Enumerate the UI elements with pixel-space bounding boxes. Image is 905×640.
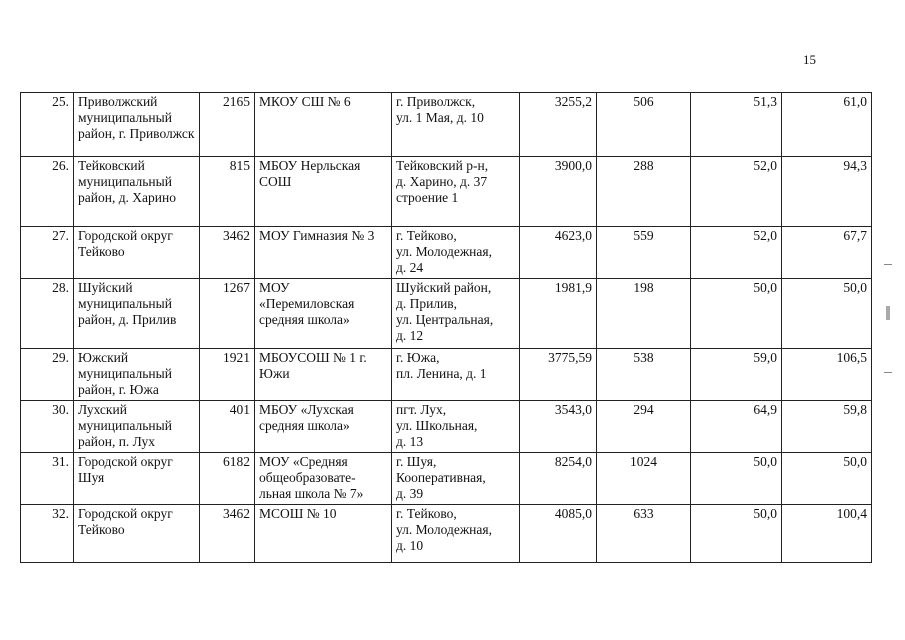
table-row — [21, 453, 872, 505]
cell-area: Городской округ Шуя — [74, 453, 200, 505]
cell-value-1: 4623,0 — [520, 227, 597, 279]
cell-code: 2165 — [200, 93, 255, 157]
cell-value-2: 633 — [597, 505, 691, 563]
cell-value-3: 50,0 — [691, 453, 782, 505]
cell-address: пгт. Лух, ул. Школьная, д. 13 — [392, 401, 520, 453]
cell-value-4: 67,7 — [782, 227, 872, 279]
cell-school: МБОУ «Лухская средняя школа» — [255, 401, 392, 453]
cell-code: 6182 — [200, 453, 255, 505]
cell-value-3: 52,0 — [691, 227, 782, 279]
cell-school: МОУ «Средняя общеобразовате-льная школа № 7» — [255, 453, 392, 505]
cell-school: МКОУ СШ № 6 — [255, 93, 392, 157]
cell-number: 30. — [21, 401, 74, 453]
cell-code: 401 — [200, 401, 255, 453]
cell-area: Тейковский муниципальный район, д. Харино — [74, 157, 200, 227]
cell-number: 29. — [21, 349, 74, 401]
cell-school: МОУ Гимназия № 3 — [255, 227, 392, 279]
cell-address: г. Шуя, Кооперативная, д. 39 — [392, 453, 520, 505]
cell-number: 25. — [21, 93, 74, 157]
margin-mark — [884, 264, 892, 265]
cell-value-3: 50,0 — [691, 279, 782, 349]
cell-address: Тейковский р-н, д. Харино, д. 37 строение 1 — [392, 157, 520, 227]
cell-number: 28. — [21, 279, 74, 349]
table-row — [21, 93, 872, 157]
cell-value-1: 3255,2 — [520, 93, 597, 157]
cell-number: 26. — [21, 157, 74, 227]
cell-value-4: 50,0 — [782, 279, 872, 349]
cell-value-4: 100,4 — [782, 505, 872, 563]
cell-number: 31. — [21, 453, 74, 505]
table-row — [21, 349, 872, 401]
cell-code: 1921 — [200, 349, 255, 401]
cell-value-4: 61,0 — [782, 93, 872, 157]
cell-address: г. Тейково, ул. Молодежная, д. 24 — [392, 227, 520, 279]
cell-value-3: 64,9 — [691, 401, 782, 453]
cell-area: Шуйский муниципальный район, д. Прилив — [74, 279, 200, 349]
table-body — [21, 93, 872, 563]
margin-mark — [886, 306, 890, 320]
cell-code: 3462 — [200, 505, 255, 563]
cell-address: Шуйский район, д. Прилив, ул. Центральная, д. 12 — [392, 279, 520, 349]
cell-address: г. Тейково, ул. Молодежная, д. 10 — [392, 505, 520, 563]
schools-table — [20, 92, 872, 563]
margin-mark — [884, 372, 892, 373]
table-row — [21, 505, 872, 563]
cell-area: Городской округ Тейково — [74, 227, 200, 279]
cell-code: 815 — [200, 157, 255, 227]
cell-value-1: 3900,0 — [520, 157, 597, 227]
cell-number: 27. — [21, 227, 74, 279]
cell-value-1: 3775,59 — [520, 349, 597, 401]
cell-value-1: 3543,0 — [520, 401, 597, 453]
cell-area: Городской округ Тейково — [74, 505, 200, 563]
cell-area: Лухский муниципальный район, п. Лух — [74, 401, 200, 453]
cell-school: МБОУ Нерльская СОШ — [255, 157, 392, 227]
cell-school: МОУ «Перемиловская средняя школа» — [255, 279, 392, 349]
cell-value-1: 4085,0 — [520, 505, 597, 563]
cell-value-1: 8254,0 — [520, 453, 597, 505]
cell-number: 32. — [21, 505, 74, 563]
table-row — [21, 401, 872, 453]
cell-address: г. Южа, пл. Ленина, д. 1 — [392, 349, 520, 401]
cell-value-3: 51,3 — [691, 93, 782, 157]
cell-code: 1267 — [200, 279, 255, 349]
cell-value-3: 59,0 — [691, 349, 782, 401]
cell-address: г. Приволжск, ул. 1 Мая, д. 10 — [392, 93, 520, 157]
cell-value-2: 506 — [597, 93, 691, 157]
cell-value-4: 106,5 — [782, 349, 872, 401]
cell-value-2: 1024 — [597, 453, 691, 505]
cell-school: МБОУСОШ № 1 г. Южи — [255, 349, 392, 401]
table-row — [21, 279, 872, 349]
cell-value-2: 198 — [597, 279, 691, 349]
cell-code: 3462 — [200, 227, 255, 279]
table-row — [21, 157, 872, 227]
page-number: 15 — [803, 52, 816, 67]
cell-value-3: 52,0 — [691, 157, 782, 227]
cell-value-2: 294 — [597, 401, 691, 453]
cell-school: МСОШ № 10 — [255, 505, 392, 563]
cell-value-2: 288 — [597, 157, 691, 227]
cell-value-2: 538 — [597, 349, 691, 401]
cell-value-2: 559 — [597, 227, 691, 279]
cell-area: Приволжский муниципальный район, г. Приволжск — [74, 93, 200, 157]
cell-value-4: 50,0 — [782, 453, 872, 505]
cell-value-3: 50,0 — [691, 505, 782, 563]
cell-value-4: 94,3 — [782, 157, 872, 227]
table-row — [21, 227, 872, 279]
cell-area: Южский муниципальный район, г. Южа — [74, 349, 200, 401]
cell-value-4: 59,8 — [782, 401, 872, 453]
cell-value-1: 1981,9 — [520, 279, 597, 349]
